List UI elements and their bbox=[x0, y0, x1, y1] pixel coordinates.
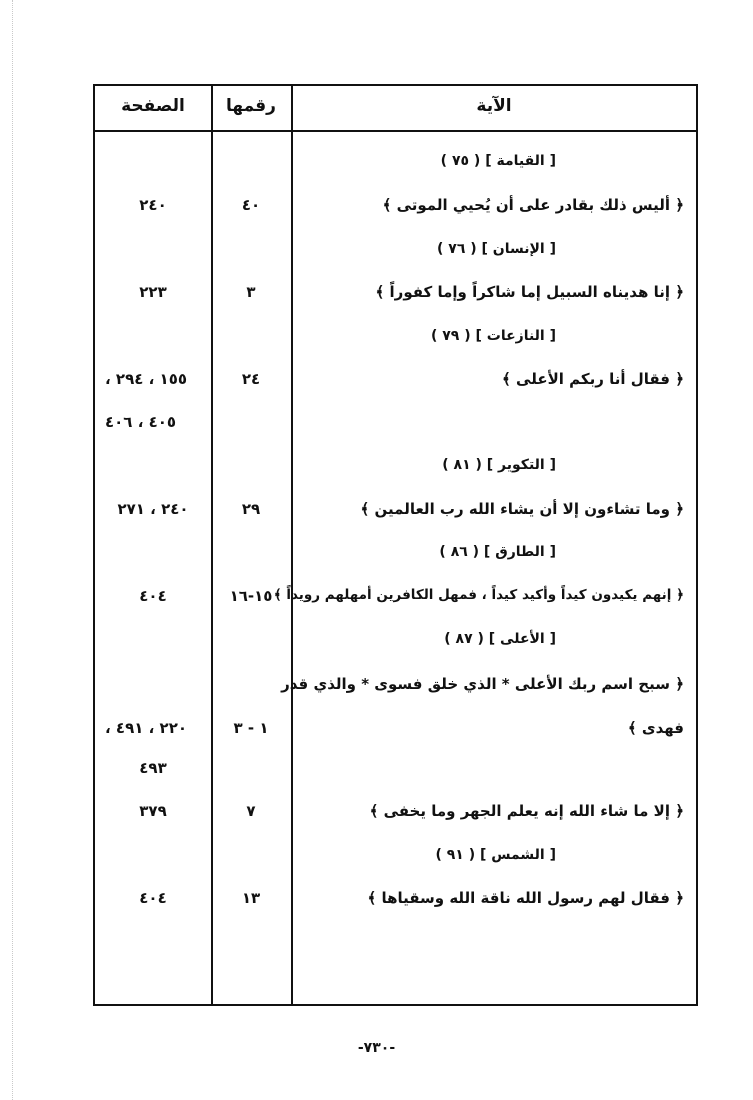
surah-heading: [ الشمس ] ( ٩١ ) bbox=[435, 847, 556, 863]
page-ref: ٣٧٩ bbox=[139, 802, 167, 820]
page-ref: ٤٠٤ bbox=[139, 587, 167, 605]
verse-text: ﴿ إلا ما شاء الله إنه يعلم الجهر وما يخفى ﴾ bbox=[369, 802, 684, 820]
page-ref: ٤٠٤ bbox=[139, 889, 167, 907]
page-ref-continued: ٤٠٥ ، ٤٠٦ bbox=[105, 413, 177, 431]
verse-number: ٢٩ bbox=[241, 500, 261, 518]
verse-text: ﴿ سبح اسم ربك الأعلى * الذي خلق فسوى * والذي قدر bbox=[281, 675, 684, 693]
column-divider-number bbox=[291, 86, 293, 1004]
page-ref: ٢٢٠ ، ٤٩١ ، bbox=[105, 719, 188, 737]
verse-text: ﴿ فقال أنا ربكم الأعلى ﴾ bbox=[502, 370, 684, 388]
page-ref: ٢٤٠ bbox=[139, 196, 167, 214]
header-number: رقمها bbox=[226, 96, 276, 116]
verse-number: ٤٠ bbox=[241, 196, 261, 214]
verse-index-table bbox=[93, 84, 698, 1006]
surah-heading: [ القيامة ] ( ٧٥ ) bbox=[440, 153, 556, 169]
column-divider-page bbox=[211, 86, 213, 1004]
verse-number: ١٥-١٦ bbox=[229, 587, 273, 605]
page-ref-continued: ٤٩٣ bbox=[139, 759, 167, 777]
page-number: -٧٣٠- bbox=[357, 1040, 396, 1056]
verse-text: ﴿ إنا هديناه السبيل إما شاكراً وإما كفوراً ﴾ bbox=[375, 283, 684, 301]
verse-text: ﴿ فقال لهم رسول الله ناقة الله وسقياها ﴾ bbox=[367, 889, 684, 907]
verse-text: ﴿ وما تشاءون إلا أن يشاء الله رب العالمين ﴾ bbox=[360, 500, 684, 518]
surah-heading: [ التكوير ] ( ٨١ ) bbox=[442, 457, 556, 473]
header-verse: الآية bbox=[476, 96, 512, 116]
surah-heading: [ الطارق ] ( ٨٦ ) bbox=[439, 544, 556, 560]
verse-number: ١٣ bbox=[241, 889, 261, 907]
surah-heading: [ الإنسان ] ( ٧٦ ) bbox=[437, 241, 556, 257]
page-ref: ١٥٥ ، ٢٩٤ ، bbox=[105, 370, 188, 388]
page-margin-line bbox=[12, 0, 13, 1100]
page-ref: ٢٢٣ bbox=[139, 283, 167, 301]
surah-heading: [ الأعلى ] ( ٨٧ ) bbox=[444, 631, 556, 647]
verse-number: ٧ bbox=[246, 802, 256, 820]
verse-text-continued: فهدى ﴾ bbox=[627, 719, 684, 737]
verse-text: ﴿ إنهم يكيدون كيداً وأكيد كيداً ، فمهل الكافرين أمهلهم رويداً ﴾ bbox=[273, 587, 684, 603]
verse-number: ٢٤ bbox=[241, 370, 261, 388]
header-page: الصفحة bbox=[121, 96, 185, 116]
page-ref: ٢٤٠ ، ٢٧١ bbox=[117, 500, 189, 518]
surah-heading: [ النازعات ] ( ٧٩ ) bbox=[430, 328, 556, 344]
verse-number: ١ - ٣ bbox=[233, 719, 269, 737]
header-rule bbox=[95, 130, 696, 132]
verse-text: ﴿ أليس ذلك بقادر على أن يُحيي الموتى ﴾ bbox=[382, 196, 684, 214]
verse-number: ٣ bbox=[246, 283, 256, 301]
